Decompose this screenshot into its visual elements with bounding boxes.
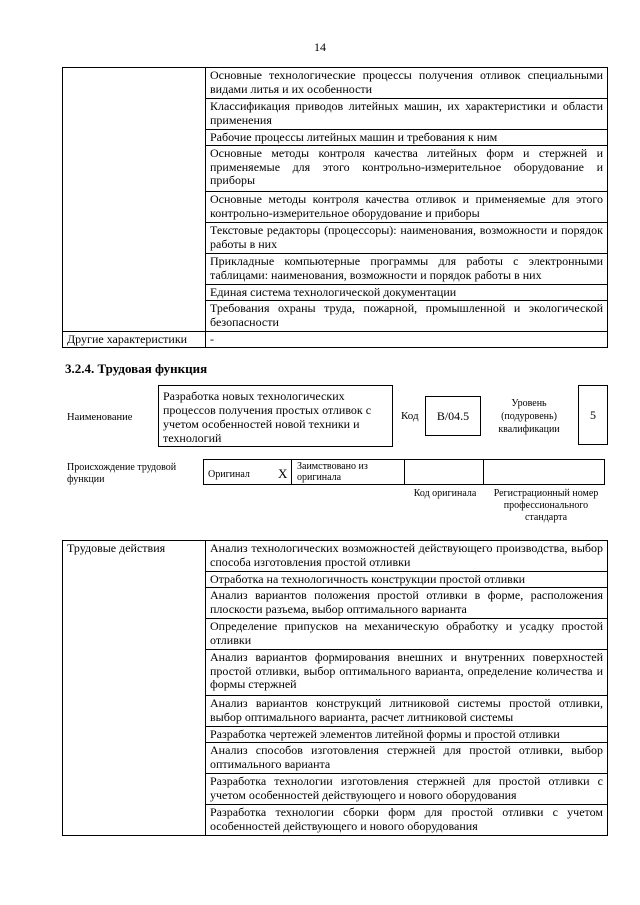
table-row: Анализ способов изготовления стержней для простой отливки, выбор оптимального варианта xyxy=(206,743,608,774)
borrowed-label: Заимствовано из оригинала xyxy=(297,461,368,483)
table-row: Разработка технологии изготовления стержней для простой отливки с учетом особенностей действующего и нового оборудования xyxy=(206,774,608,805)
name-label: Наименование xyxy=(67,412,133,423)
code-original-caption: Код оригинала xyxy=(413,488,477,499)
table-row: Анализ технологических возможностей действующего производства, выбор способа изготовления простой отливки xyxy=(206,541,608,572)
table-row: Анализ вариантов формирования внешних и внутренних поверхностей простой отливки, выбор оптимального варианта, определение количества и формы стержней xyxy=(206,650,608,696)
function-name-value: Разработка новых технологических процессов получения простых отливок с учетом особенностей новой техники и технологий xyxy=(163,389,372,445)
code-value-box xyxy=(425,396,481,436)
level-label: Уровень (подуровень) квалификации xyxy=(498,398,560,435)
reg-number-caption: Регистрационный номер профессионального стандарта xyxy=(493,488,599,523)
table-row: Прикладные компьютерные программы для работы с электронными таблицами: наименования, возможности и порядок работы в них xyxy=(206,254,608,285)
knowledge-table xyxy=(62,67,608,348)
origin-label: Происхождение трудовой функции xyxy=(67,462,177,485)
other-characteristics-value: - xyxy=(206,332,608,348)
table-row: Разработка технологии сборки форм для простой отливки с учетом особенностей действующего и нового оборудования xyxy=(206,805,608,836)
table-row: Разработка чертежей элементов литейной формы и простой отливки xyxy=(206,727,608,743)
level-value: 5 xyxy=(590,408,596,422)
code-value: В/04.5 xyxy=(436,409,470,423)
code-label: Код xyxy=(401,410,419,422)
table-row: Основные методы контроля качества отливок и применяемые для этого контрольно-измерительное оборудование и приборы xyxy=(206,192,608,223)
table-row: Требования охраны труда, пожарной, промышленной и экологической безопасности xyxy=(206,301,608,332)
table-row: Классификация приводов литейных машин, их характеристики и области применения xyxy=(206,99,608,130)
page-number: 14 xyxy=(314,40,326,54)
actions-table xyxy=(62,540,608,836)
table-row: Анализ вариантов положения простой отливки в форме, расположения плоскости разъема, выбор оптимального варианта xyxy=(206,588,608,619)
actions-label: Трудовые действия xyxy=(63,541,206,836)
table-row: Рабочие процессы литейных машин и требования к ним xyxy=(206,130,608,146)
table-row: Текстовые редакторы (процессоры): наименования, возможности и порядок работы в них xyxy=(206,223,608,254)
table-row: Основные методы контроля качества литейных форм и стержней и применяемые для этого контрольно-измерительное оборудование и приборы xyxy=(206,146,608,192)
other-characteristics-label: Другие характеристики xyxy=(63,332,206,348)
section-title: 3.2.4. Трудовая функция xyxy=(65,361,208,376)
function-name-box xyxy=(158,385,393,447)
table-row: Основные технологические процессы получения отливок специальными видами литья и их особенности xyxy=(206,68,608,99)
level-value-box xyxy=(578,385,608,445)
origin-box xyxy=(203,459,605,485)
table-row: Определение припусков на механическую обработку и усадку простой отливки xyxy=(206,619,608,650)
table-row: Анализ вариантов конструкций литниковой системы простой отливки, выбор оптимального варианта, расчет литниковой системы xyxy=(206,696,608,727)
original-label: Оригинал xyxy=(208,469,250,480)
original-mark: X xyxy=(278,466,288,481)
empty-label-cell xyxy=(63,68,206,332)
table-row: Единая система технологической документации xyxy=(206,285,608,301)
table-row: Отработка на технологичность конструкции простой отливки xyxy=(206,572,608,588)
